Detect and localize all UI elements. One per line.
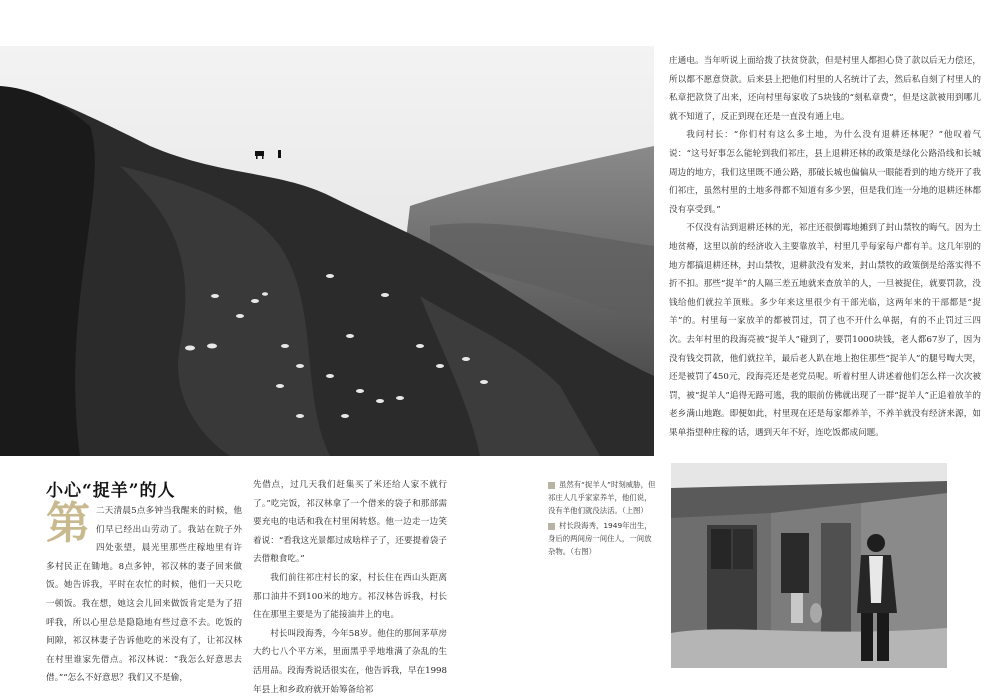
- caption-top-photo: 虽然有“捉羊人”时刻威胁，但祁庄人几乎家家养羊，他们说，没有羊他们就没法活。（上图）: [548, 480, 656, 515]
- paragraph: 不仅没有沾到退耕还林的光，祁庄还很倒霉地摊到了封山禁牧的晦气。因为土地贫瘠，这里以前的经济收入主要靠放羊，村里几乎每家每户都有羊。这几年别的地方都搞退耕还林，封山禁牧，退耕款没有发来，封山禁牧的政策倒是给落实得不折不扣。那些“捉羊”的人隔三差五地就来查放羊的人，一旦被捉住，就要罚款，没钱给他们就拉羊顶账。多少年来这里很少有干部光临，这两年来的干部都是“捉羊”的。村里每一家放羊的都被罚过，罚了也不开什么单据，有的不止罚过三四次。去年村里的段海亮被“捉羊人”碰到了，要罚1000块钱，老人都67岁了，因为没有钱交罚款，他们就拉羊，最后老人趴在地上抱住那些“捉羊人”的腿号啕大哭，还是被罚了450元，段海亮还是老党员呢。听着村里人讲述着他们怎么样一次次被罚，被“捉羊人”追得无路可逃，我的眼前仿佛就出现了一群“捉羊人”正追着放羊的老乡满山地跑。即便如此，村里现在还是每家都养羊，不养羊就没有经济来源，如果单指望种庄稼的话，遇到天年不好，连吃饭都成问题。: [669, 223, 981, 438]
- paragraph: 我们前往祁庄村长的家，村长住在西山头距离那口油井不到100米的地方。祁汉林告诉我，村长住在那里主要是为了能接油井上的电。: [253, 572, 447, 621]
- caption-square-icon: [548, 482, 555, 489]
- article-column-middle: [253, 476, 447, 699]
- caption-square-icon: [548, 523, 555, 530]
- village-head-photo: [671, 463, 947, 668]
- hillside-sheep-photo: [0, 46, 654, 456]
- paragraph: 先借点，过几天我们赶集买了米还给人家不就行了。”吃完饭，祁汉林拿了一个借来的袋子和那部需要充电的电话和我在村里闲转悠。他一边走一边笑着说：“看我这光景都过成啥样子了，还要提着袋子去借粮食吃。”: [253, 480, 447, 565]
- article-column-right: [669, 52, 981, 442]
- caption-right-photo: 村长段海秀，1949年出生，身后的两间房一间住人，一间放杂物。（右图）: [548, 521, 652, 556]
- drop-cap: 第: [46, 498, 90, 549]
- paragraph: 庄通电。当年听说上面给拨了扶贫贷款，但是村里人都担心贷了款以后无力偿还，所以都不愿意贷款。后来县上把他们村里的人名统计了去，然后私自刻了村里人的私章把款贷了出来，还向村里每家收了5块钱的“刻私章费”，但是这款被用到哪儿就不知道了，反正到现在还是一直没有通上电。: [669, 56, 981, 122]
- photo-captions: [548, 478, 658, 560]
- paragraph: 我问村长：“你们村有这么多土地，为什么没有退耕还林呢？”他叹着气说：“这号好事怎么能轮到我们祁庄，县上退耕还林的政策是绿化公路沿线和长城周边的地方，我们这里既不通公路，那破长城也偏偏从一眼能看到的地方绕开了我们祁庄，虽然村里的土地多得都不知道有多少罢，但是我们连一分地的退耕还林都没有享受到。”: [669, 130, 981, 215]
- article-headline: 小心“捉羊”的人: [46, 481, 176, 501]
- article-column-left: [46, 498, 242, 688]
- paragraph: 二天清晨5点多钟当我醒来的时候，他们早已经出山劳动了。我站在院子外四处张望，晨光里那些庄稼地里有许多村民正在锄地。8点多钟，祁汉林的妻子回来做饭。她告诉我，平时在农忙的时候，他们一天只吃一顿饭。我在想，她这会儿回来做饭肯定是为了招呼我，所以心里总是隐隐地有些过意不去。吃饭的间隙，祁汉林妻子告诉他吃的米没有了，让祁汉林在村里谁家先借点。祁汉林说：“我怎么好意思去借。”“怎么不好意思？我们又不是偷，: [46, 506, 242, 684]
- paragraph: 村长叫段海秀，今年58岁。他住的那间茅草房大约七八个平方米，里面黑乎乎地堆满了杂乱的生活用品。段海秀说话很实在，他告诉我，早在1998年县上和乡政府就开始筹备给祁: [253, 628, 447, 695]
